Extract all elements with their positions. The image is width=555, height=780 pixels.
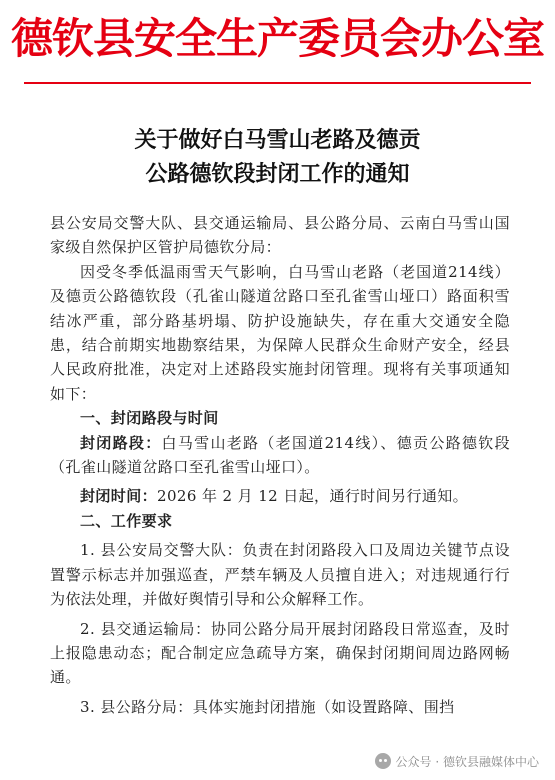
- requirement-item-text: 协同公路分局开展封闭路段日常巡查，及时上报隐患动态；配合制定应急疏导方案，确保封闭期间周边路网畅通。: [50, 619, 510, 687]
- watermark-text: 公众号 · 德钦县融媒体中心: [395, 754, 539, 769]
- closure-road-text: 白马雪山老路（老国道214线）、德贡公路德钦段（孔雀山隧道岔路口至孔雀雪山垭口）。: [50, 433, 510, 477]
- requirement-item: [50, 617, 510, 690]
- notice-title: [0, 124, 555, 192]
- salutation: 县公安局交警大队、县交通运输局、县公路分局、云南白马雪山国家级自然保护区管护局德钦分局：: [50, 214, 510, 257]
- notice-title-line-1: 关于做好白马雪山老路及德贡: [134, 128, 421, 153]
- section-heading-requirements: 二、工作要求: [80, 511, 173, 530]
- notice-title-line-2: 公路德钦段封闭工作的通知: [145, 162, 410, 187]
- intro-paragraph: 因受冬季低温雨雪天气影响，白马雪山老路（老国道214线）及德贡公路德钦段（孔雀山隧道岔路口至孔雀雪山垭口）路面积雪结冰严重，部分路基坍塌、防护设施缺失，存在重大交通安全隐患，结合前期实地勘察结果，为保障人民群众生命财产安全，经县人民政府批准，决定对上述路段实施封闭管理。现将有关事项通知如下：: [50, 262, 510, 403]
- requirement-item-text: 具体实施封闭措施（如设置路障、围挡: [192, 697, 455, 716]
- requirement-item-label: 2. 县交通运输局：: [80, 619, 211, 638]
- closure-road-label: 封闭路段：: [80, 433, 162, 452]
- issuer-masthead: 德钦县安全生产委员会办公室: [10, 14, 544, 63]
- red-header-rule: [24, 82, 531, 84]
- requirement-item-label: 3. 县公路分局：: [80, 697, 193, 716]
- wechat-icon: [375, 753, 391, 769]
- requirement-item: [50, 695, 510, 719]
- closure-road-paragraph: [50, 431, 510, 480]
- requirement-item-label: 1. 县公安局交警大队：: [80, 541, 243, 560]
- closure-time-paragraph: [50, 484, 510, 508]
- section-heading-closure: 一、封闭路段与时间: [80, 409, 219, 428]
- account-watermark: [373, 750, 541, 772]
- notice-body: [50, 211, 510, 719]
- closure-time-label: 封闭时间：: [80, 487, 158, 506]
- requirement-item-text: 负责在封闭路段入口及周边关键节点设置警示标志并加强巡查，严禁车辆及人员擅自进入；对违规通行行为依法处理，并做好舆情引导和公众解释工作。: [50, 541, 510, 609]
- requirement-item: [50, 538, 510, 611]
- closure-time-text: 2026 年 2 月 12 日起，通行时间另行通知。: [157, 487, 469, 506]
